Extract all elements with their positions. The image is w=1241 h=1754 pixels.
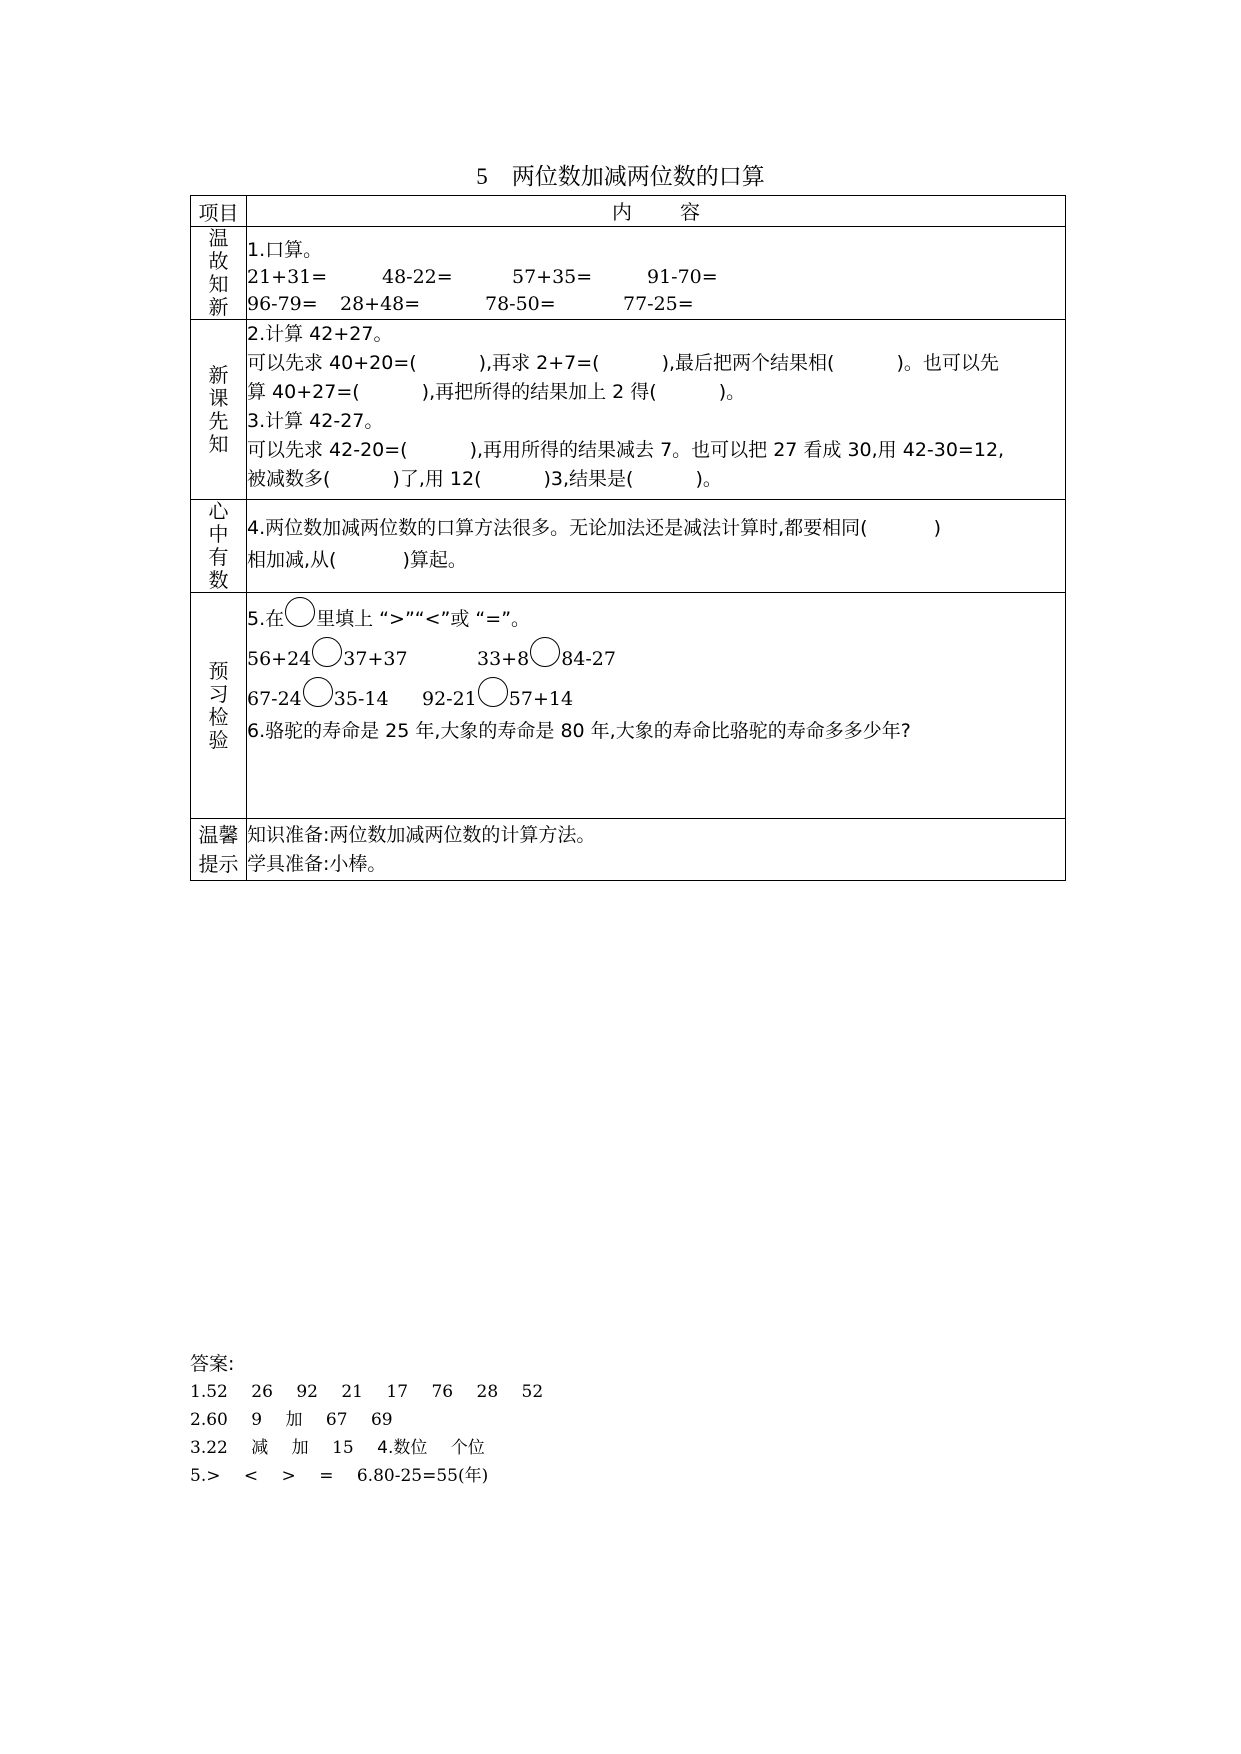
check-label: [191, 593, 247, 819]
q3-line1: [247, 436, 1065, 465]
compare-item: [422, 677, 573, 717]
answer: 2.60: [190, 1410, 228, 1430]
text: 57+14: [508, 688, 574, 710]
check-row: [191, 593, 1066, 819]
header-item: 项目: [191, 196, 247, 227]
circle-blank[interactable]: [303, 677, 333, 707]
q2-title: 2.计算 42+27。: [247, 323, 393, 345]
label-char: 故: [208, 249, 229, 273]
text: ),再用所得的结果减去 7。也可以把 27 看成 30,用 42-30=12,: [469, 439, 1005, 461]
answer: 17: [386, 1382, 409, 1402]
expr: 48-22=: [382, 266, 453, 288]
text: 5.在: [247, 608, 285, 630]
text: ),最后把两个结果相(: [661, 352, 835, 374]
q2-line1: [247, 349, 1065, 378]
mind-row: [191, 500, 1066, 593]
text: 37+37: [343, 648, 408, 670]
text: ),再求 2+7=(: [478, 352, 600, 374]
check-content: [247, 593, 1066, 819]
text: )3,结果是(: [543, 468, 634, 490]
answer: 3.22: [190, 1438, 228, 1458]
text: ),再把所得的结果加上 2 得(: [421, 381, 657, 403]
text: 84-27: [561, 648, 616, 670]
text: 可以先求 40+20=(: [247, 352, 417, 374]
circle-blank[interactable]: [530, 637, 560, 667]
text: )。: [718, 381, 746, 403]
compare-item: [477, 637, 616, 677]
text: 33+8: [477, 648, 530, 670]
header-content-b: 容: [680, 200, 700, 224]
answer: 52: [521, 1382, 544, 1402]
answer: 1.52: [190, 1382, 228, 1402]
label-char: 心: [208, 499, 229, 523]
label-char: 检: [208, 704, 229, 729]
text: ): [933, 517, 942, 539]
tips-line1: 知识准备:两位数加减两位数的计算方法。: [247, 824, 596, 846]
expr: 96-79=: [247, 293, 318, 315]
label-char: 新: [208, 295, 229, 319]
text: 被减数多(: [247, 468, 331, 490]
text: )。也可以先: [896, 352, 999, 374]
answer: 减: [251, 1438, 269, 1458]
text: )了,用 12(: [392, 468, 482, 490]
tips-content: [247, 819, 1066, 881]
answer: 个位: [450, 1438, 485, 1458]
answer: 28: [476, 1382, 499, 1402]
answer: >: [281, 1466, 296, 1486]
header-row: [191, 196, 1066, 227]
q3-line2: [247, 465, 1065, 494]
compare-item: [247, 677, 422, 717]
header-content: [247, 196, 1066, 227]
text: 相加减,从(: [247, 549, 337, 571]
answer: 15: [332, 1438, 354, 1458]
compare-item: [247, 637, 477, 677]
mind-content: [247, 500, 1066, 593]
text: 56+24: [247, 648, 312, 670]
compare-row-1: [247, 637, 1065, 677]
review-row1: [247, 264, 1065, 291]
answer: 69: [370, 1410, 393, 1430]
answers-block: [190, 1350, 543, 1490]
q6-text: 6.骆驼的寿命是 25 年,大象的寿命是 80 年,大象的寿命比骆驼的寿命多多少年?: [247, 720, 911, 742]
title-number: 5: [476, 164, 488, 189]
answer: 5.>: [190, 1466, 221, 1486]
text: 算 40+27=(: [247, 381, 360, 403]
answers-line3: [190, 1434, 543, 1462]
tips-label: [191, 819, 247, 881]
review-row: [191, 227, 1066, 320]
label-char: 有: [208, 545, 229, 569]
expr: 78-50=: [485, 293, 556, 315]
answers-line4: [190, 1462, 543, 1490]
answer: 4.数位: [377, 1438, 428, 1458]
new-lesson-row: [191, 320, 1066, 500]
answers-line2: [190, 1406, 543, 1434]
new-lesson-label: [191, 320, 247, 500]
label-char: 预: [208, 658, 229, 683]
worksheet-title: [0, 158, 1241, 191]
label-char: 课: [208, 385, 229, 410]
title-text: 两位数加减两位数的口算: [511, 164, 765, 190]
answer: 92: [296, 1382, 318, 1402]
circle-blank[interactable]: [478, 677, 508, 707]
q2-line2: [247, 378, 1065, 407]
new-lesson-content: [247, 320, 1066, 500]
answer: 9: [251, 1410, 263, 1430]
expr: 91-70=: [647, 266, 718, 288]
text: 里填上 “>”“<”或 “=”。: [316, 608, 531, 630]
answer: 26: [251, 1382, 273, 1402]
tips-row: [191, 819, 1066, 881]
answers-heading: 答案:: [190, 1353, 235, 1375]
label-line: 提示: [198, 851, 239, 876]
review-content: [247, 227, 1066, 320]
q4-line2: [247, 544, 1065, 576]
expr: 28+48=: [340, 293, 421, 315]
text: 35-14: [333, 688, 389, 710]
q4-line1: [247, 512, 1065, 544]
q3-title: 3.计算 42-27。: [247, 410, 384, 432]
answer: 67: [325, 1410, 348, 1430]
expr: 77-25=: [623, 293, 694, 315]
label-char: 验: [208, 727, 229, 752]
answer: <: [243, 1466, 259, 1486]
answer: 加: [285, 1410, 303, 1430]
label-char: 中: [208, 522, 229, 546]
circle-blank[interactable]: [312, 637, 342, 667]
text: )算起。: [402, 549, 467, 571]
circle-blank[interactable]: [285, 597, 315, 627]
q5-title: [247, 597, 1065, 637]
expr: 21+31=: [247, 266, 328, 288]
review-row2: [247, 291, 1065, 318]
label-char: 新: [208, 362, 229, 387]
expr: 57+35=: [512, 266, 593, 288]
worksheet-table: [190, 195, 1066, 881]
answer: 加: [291, 1438, 309, 1458]
answer: =: [319, 1466, 334, 1486]
answer: 21: [341, 1382, 363, 1402]
answer: 6.80-25=55(年): [356, 1466, 489, 1486]
label-line: 温馨: [198, 822, 239, 847]
text: )。: [695, 468, 722, 490]
text: 可以先求 42-20=(: [247, 439, 408, 461]
label-char: 习: [208, 681, 229, 706]
tips-line2: 学具准备:小棒。: [247, 853, 387, 875]
review-heading: 1.口算。: [247, 239, 323, 261]
text: 92-21: [422, 688, 477, 710]
answer: 76: [431, 1382, 454, 1402]
label-char: 温: [208, 226, 229, 250]
review-label: [191, 227, 247, 320]
label-char: 知: [208, 431, 229, 456]
mind-label: [191, 500, 247, 593]
compare-row-2: [247, 677, 1065, 717]
answers-line1: [190, 1378, 543, 1406]
label-char: 知: [208, 272, 229, 296]
text: 67-24: [247, 688, 302, 710]
label-char: 数: [208, 568, 229, 592]
header-content-a: 内: [612, 200, 632, 224]
text: 4.两位数加减两位数的口算方法很多。无论加法还是减法计算时,都要相同(: [247, 517, 868, 539]
label-char: 先: [208, 408, 229, 433]
